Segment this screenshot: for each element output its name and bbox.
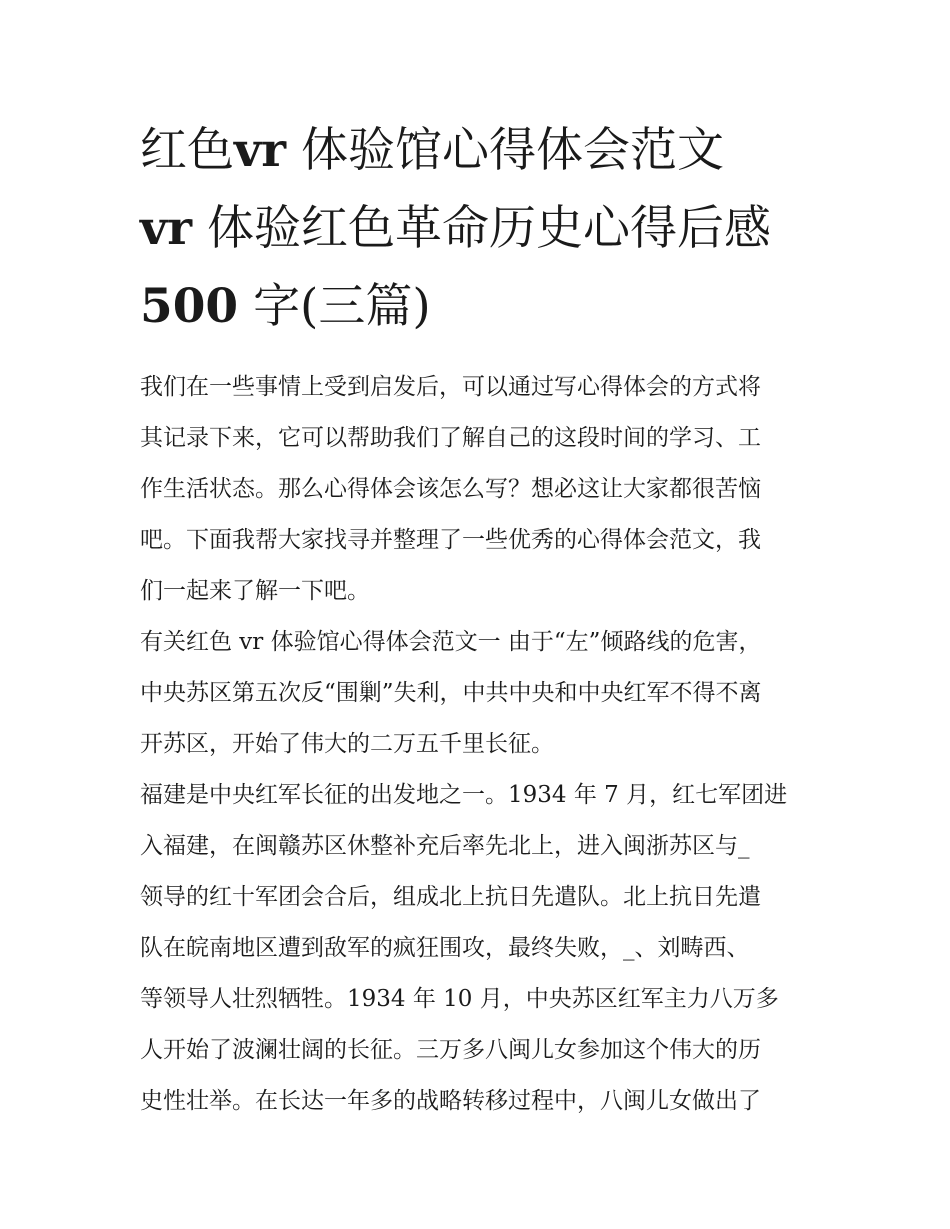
body-line: 吧。下面我帮大家找寻并整理了一些优秀的心得体会范文，我 xyxy=(140,527,761,553)
title-line-2 xyxy=(140,190,812,268)
title-line-3-bold: 500 xyxy=(140,279,239,334)
title-line-2-bold: vr xyxy=(140,201,193,256)
body-line: 其记录下来，它可以帮助我们了解自己的这段时间的学习、工 xyxy=(140,425,761,451)
title-line-1-text-b: 体验馆心得体会范文 xyxy=(301,123,725,178)
title-line-1-text-a: 红色 xyxy=(140,123,234,178)
body-line: 等领导人壮烈牺牲。1934 年 10 月，中央苏区红军主力八万多 xyxy=(140,986,779,1012)
title-line-1 xyxy=(140,112,812,190)
body-line: 队在皖南地区遭到敌军的疯狂围攻，最终失败，_、刘畴西、 xyxy=(140,935,750,961)
title-line-1-bold: vr xyxy=(234,123,287,178)
body-line: 福建是中央红军长征的出发地之一。1934 年 7 月，红七军团进 xyxy=(140,782,788,808)
body-line: 领导的红十军团会合后，组成北上抗日先遣队。北上抗日先遣 xyxy=(140,884,761,910)
body-line: 中央苏区第五次反“围剿”失利，中共中央和中央红军不得不离 xyxy=(140,680,762,706)
body-line: 入福建，在闽赣苏区休整补充后率先北上，进入闽浙苏区与_ xyxy=(140,833,750,859)
document-title xyxy=(140,112,812,346)
title-line-3-text: 字(三篇) xyxy=(253,279,431,334)
body-line: 有关红色 vr 体验馆心得体会范文一 由于“左”倾路线的危害， xyxy=(140,629,762,655)
body-line: 们一起来了解一下吧。 xyxy=(140,578,370,604)
document-body xyxy=(140,362,812,1127)
body-line: 开苏区，开始了伟大的二万五千里长征。 xyxy=(140,731,554,757)
body-line: 我们在一些事情上受到启发后，可以通过写心得体会的方式将 xyxy=(140,374,761,400)
body-line: 作生活状态。那么心得体会该怎么写？想必这让大家都很苦恼 xyxy=(140,476,761,502)
document-content xyxy=(140,112,812,1127)
body-line: 人开始了波澜壮阔的长征。三万多八闽儿女参加这个伟大的历 xyxy=(140,1037,761,1063)
body-line: 史性壮举。在长达一年多的战略转移过程中，八闽儿女做出了 xyxy=(140,1088,761,1114)
title-line-3 xyxy=(140,268,812,346)
title-line-2-text: 体验红色革命历史心得后感 xyxy=(207,201,772,256)
